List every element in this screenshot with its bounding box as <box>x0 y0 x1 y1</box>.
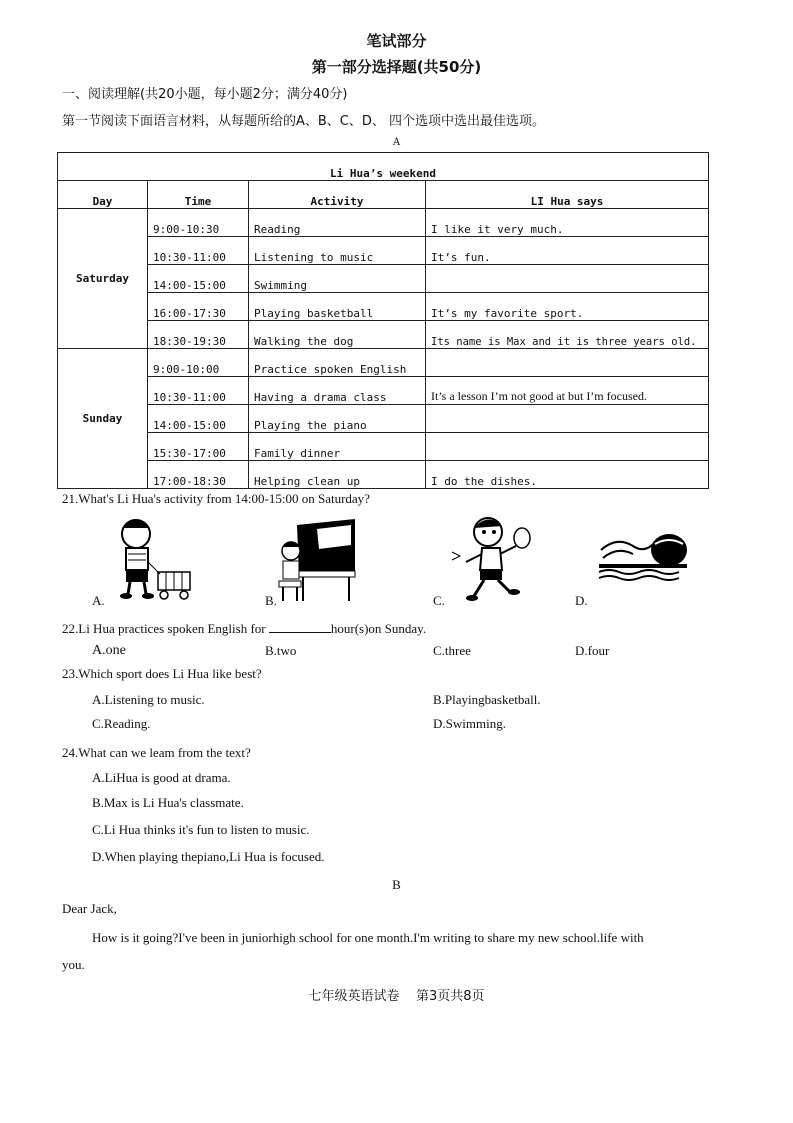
part-title: 第一部分选择题(共50分) <box>311 58 482 76</box>
q22-text-before: 22.Li Hua practices spoken English for <box>62 621 269 636</box>
picture-walking-dog <box>108 512 198 604</box>
activity-cell: Walking the dog <box>249 321 426 349</box>
q23-option-d[interactable]: D.Swimming. <box>433 716 506 731</box>
letter-greeting: Dear Jack, <box>62 901 117 916</box>
says-cell <box>426 349 709 377</box>
schedule-table <box>57 152 709 489</box>
says-cell: I like it very much. <box>426 209 709 237</box>
day-saturday: Saturday <box>58 209 148 349</box>
table-row <box>58 209 709 237</box>
table-row <box>58 237 709 265</box>
question-22 <box>62 621 426 637</box>
activity-cell: Listening to music <box>249 237 426 265</box>
q21-option-d[interactable]: D. <box>575 593 588 608</box>
activity-cell: Helping clean up <box>249 461 426 489</box>
q24-option-a[interactable]: A.LiHua is good at drama. <box>92 770 231 785</box>
says-cell: It’s fun. <box>426 237 709 265</box>
q22-option-b[interactable]: B.two <box>265 643 297 658</box>
activity-cell: Having a drama class <box>249 377 426 405</box>
time-cell: 10:30-11:00 <box>148 377 249 405</box>
picture-swimming <box>597 528 689 586</box>
q22-option-c[interactable]: C.three <box>433 643 471 658</box>
says-cell <box>426 265 709 293</box>
activity-cell: Playing basketball <box>249 293 426 321</box>
table-row <box>58 321 709 349</box>
activity-cell: Reading <box>249 209 426 237</box>
table-title: Li Hua’s weekend <box>58 153 709 181</box>
letter-line-2: you. <box>62 957 85 972</box>
q23-option-c[interactable]: C.Reading. <box>92 716 151 731</box>
says-cell <box>426 405 709 433</box>
says-cell: Its name is Max and it is three years old. <box>426 321 709 349</box>
column-header-activity: Activity <box>249 181 426 209</box>
question-21: 21.What's Li Hua's activity from 14:00-15:00 on Saturday? <box>62 491 370 506</box>
table-row <box>58 349 709 377</box>
time-cell: 14:00-15:00 <box>148 405 249 433</box>
table-row <box>58 265 709 293</box>
table-row <box>58 433 709 461</box>
column-header-day: Day <box>58 181 148 209</box>
column-header-says: LI Hua says <box>426 181 709 209</box>
q21-option-b[interactable]: B. <box>265 593 277 608</box>
q23-option-a[interactable]: A.Listening to music. <box>92 692 205 707</box>
time-cell: 17:00-18:30 <box>148 461 249 489</box>
table-row <box>58 377 709 405</box>
says-cell <box>426 433 709 461</box>
q24-option-d[interactable]: D.When playing thepiano,Li Hua is focused. <box>92 849 325 864</box>
day-sunday: Sunday <box>58 349 148 489</box>
activity-cell: Swimming <box>249 265 426 293</box>
q21-option-a[interactable]: A. <box>92 593 105 608</box>
picture-playing-badminton <box>444 512 534 606</box>
time-cell: 18:30-19:30 <box>148 321 249 349</box>
activity-cell: Family dinner <box>249 433 426 461</box>
q24-option-c[interactable]: C.Li Hua thinks it's fun to listen to music. <box>92 822 310 837</box>
time-cell: 16:00-17:30 <box>148 293 249 321</box>
question-23: 23.Which sport does Li Hua like best? <box>62 666 262 681</box>
table-row <box>58 405 709 433</box>
instruction-text: 第一节阅读下面语言材料，从每题所给的A、B、C、D、 四个选项中选出最佳选项。 <box>62 114 546 129</box>
letter-line-1: How is it going?I've been in juniorhigh school for one month.I'm writing to share my new school.life with <box>92 930 644 945</box>
picture-playing-piano <box>277 515 359 603</box>
time-cell: 15:30-17:00 <box>148 433 249 461</box>
q22-option-d[interactable]: D.four <box>575 643 610 658</box>
passage-a-label: A <box>392 137 401 148</box>
time-cell: 10:30-11:00 <box>148 237 249 265</box>
q22-blank <box>269 621 331 633</box>
section-one-heading: 一、阅读理解(共20小题，每小题2分；满分40分) <box>62 87 348 102</box>
time-cell: 9:00-10:00 <box>148 349 249 377</box>
passage-b-label: B <box>392 877 401 892</box>
q21-option-c[interactable]: C. <box>433 593 445 608</box>
q22-text-after: hour(s)on Sunday. <box>330 621 427 636</box>
page-footer: 七年级英语试卷 第3页共8页 <box>308 989 485 1004</box>
says-cell: I do the dishes. <box>426 461 709 489</box>
says-cell: It’s a lesson I’m not good at but I’m focused. <box>426 377 709 405</box>
time-cell: 9:00-10:30 <box>148 209 249 237</box>
activity-cell: Playing the piano <box>249 405 426 433</box>
table-row <box>58 461 709 489</box>
q23-option-b[interactable]: B.Playingbasketball. <box>433 692 541 707</box>
section-title: 笔试部分 <box>366 32 427 50</box>
activity-cell: Practice spoken English <box>249 349 426 377</box>
table-row <box>58 293 709 321</box>
q24-option-b[interactable]: B.Max is Li Hua's classmate. <box>92 795 244 810</box>
q22-option-a[interactable]: A.one <box>92 643 126 658</box>
column-header-time: Time <box>148 181 249 209</box>
question-24: 24.What can we leam from the text? <box>62 745 251 760</box>
says-cell: It’s my favorite sport. <box>426 293 709 321</box>
time-cell: 14:00-15:00 <box>148 265 249 293</box>
